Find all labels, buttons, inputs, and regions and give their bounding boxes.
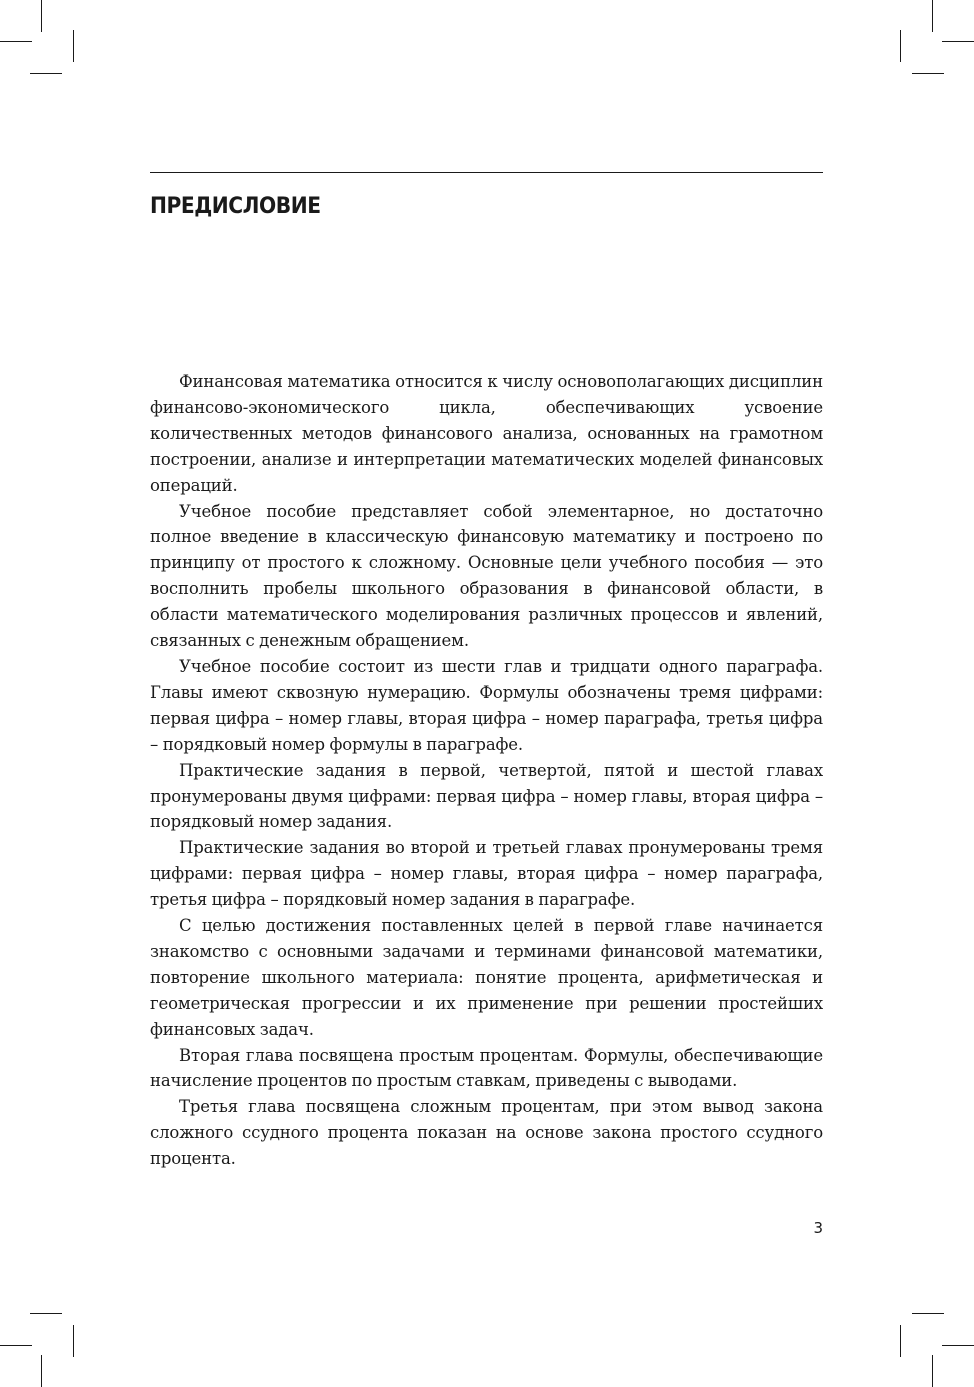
crop-mark: [73, 1325, 74, 1357]
crop-mark: [41, 1355, 42, 1387]
crop-mark: [0, 1345, 32, 1346]
page-title: ПРЕДИСЛОВИЕ: [150, 194, 321, 219]
crop-mark: [912, 1313, 944, 1314]
paragraph: Учебное пособие состоит из шести глав и тридцати одного параграфа. Главы имеют сквозную нумерацию. Формулы обозначены тремя цифрами: первая цифра – номер главы, вторая цифра – номер параграфа, третья цифра – порядковый номер формулы в параграфе.: [150, 656, 823, 754]
paragraph: Учебное пособие представляет собой элементарное, но достаточно полное введение в классическую финансовую математику и построено по принципу от простого к сложному. Основные цели учебного пособия — это восполнить пробелы школьного образования в финансовой области, в области математического моделирования различных процессов и явлений, связанных с денежным обращением.: [150, 501, 823, 651]
crop-mark: [30, 1313, 62, 1314]
paragraph: Финансовая математика относится к числу основополагающих дисциплин финансово-экономического цикла, обеспечивающих усвоение количественных методов финансового анализа, основанных на грамотном построении, анализе и интерпретации математических моделей финансовых операций.: [150, 372, 823, 495]
crop-mark: [41, 0, 42, 32]
crop-mark: [912, 73, 944, 74]
paragraph: С целью достижения поставленных целей в первой главе начинается знакомство с основными задачами и терминами финансовой математики, повторение школьного материала: понятие процента, арифметическая и геометрическая прогрессии и их применение при решении простейших финансовых задач.: [150, 916, 823, 1039]
crop-mark: [942, 1345, 974, 1346]
crop-mark: [900, 30, 901, 62]
body-text: [150, 369, 823, 1172]
paragraph: Практические задания в первой, четвертой, пятой и шестой главах пронумерованы двумя цифрами: первая цифра – номер главы, вторая цифра – порядковый номер задания.: [150, 760, 823, 832]
crop-mark: [73, 30, 74, 62]
crop-mark: [900, 1325, 901, 1357]
crop-mark: [0, 41, 32, 42]
page-number: 3: [813, 1219, 823, 1237]
paragraph: Практические задания во второй и третьей главах пронумерованы тремя цифрами: первая цифра – номер главы, вторая цифра – номер параграфа, третья цифра – порядковый номер задания в параграфе.: [150, 838, 823, 910]
crop-mark: [30, 73, 62, 74]
paragraph: Третья глава посвящена сложным процентам, при этом вывод закона сложного ссудного процента показан на основе закона простого ссудного процента.: [150, 1097, 823, 1169]
crop-mark: [932, 0, 933, 32]
crop-mark: [932, 1355, 933, 1387]
paragraph: Вторая глава посвящена простым процентам. Формулы, обеспечивающие начисление процентов по простым ставкам, приведены с выводами.: [150, 1045, 823, 1091]
chapter-rule: [150, 172, 823, 173]
crop-mark: [942, 41, 974, 42]
